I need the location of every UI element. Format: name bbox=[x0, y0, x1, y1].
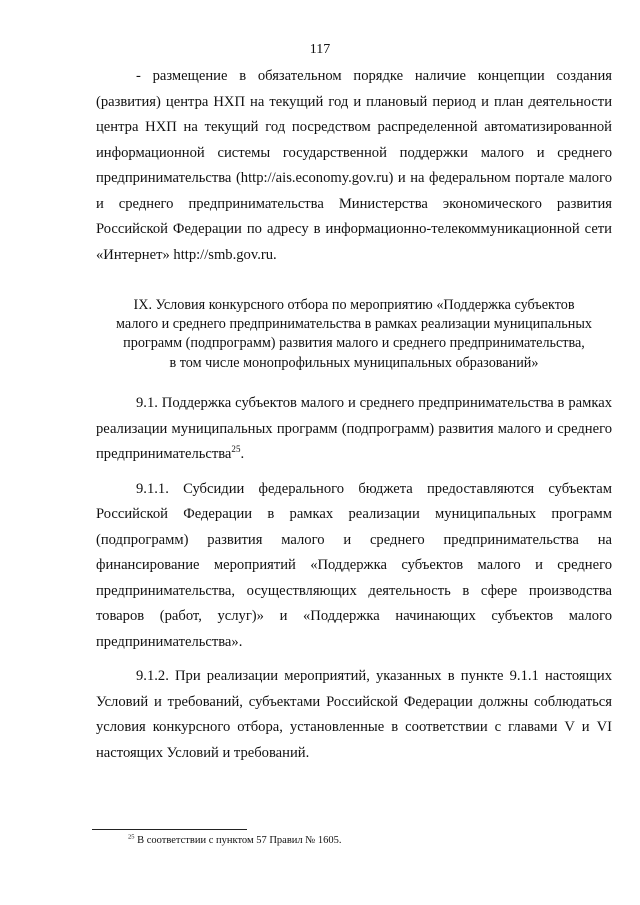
section-heading-line-4: в том числе монопрофильных муниципальных образований» bbox=[169, 354, 539, 371]
footnote-number: 25 bbox=[128, 833, 135, 841]
section-heading bbox=[96, 296, 612, 373]
footnote bbox=[128, 834, 342, 848]
intro-block bbox=[96, 64, 612, 268]
page-number: 117 bbox=[309, 42, 331, 57]
paragraph-9-1-2: 9.1.2. При реализации мероприятий, указанных в пункте 9.1.1 настоящих Условий и требований, субъектами Российской Федерации должны соблюдаться условия конкурсного отбора, установленные в соответствии с главами V и VI настоящих Условий и требований. bbox=[96, 668, 612, 761]
body-block bbox=[96, 391, 612, 766]
paragraph-9-1-text: 9.1. Поддержка субъектов малого и среднего предпринимательства в рамках реализации муниципальных программ (подпрограмм) развития малого и среднего предпринимательства bbox=[96, 395, 612, 462]
section-heading-line-2: малого и среднего предпринимательства в рамках реализации муниципальных bbox=[116, 316, 592, 333]
footnote-reference: 25 bbox=[231, 444, 241, 455]
paragraph-9-1-1: 9.1.1. Субсидии федерального бюджета предоставляются субъектам Российской Федерации в рамках реализации муниципальных программ (подпрограмм) развития малого и среднего предпринимательства на финансирование мероприятий «Поддержка субъектов малого и среднего предпринимательства, осуществляющих деятельность в сфере производства товаров (работ, услуг)» и «Поддержка начинающих субъектов малого предпринимательства». bbox=[96, 480, 612, 650]
paragraph-9-1 bbox=[96, 391, 612, 468]
footnote-text: В соответствии с пунктом 57 Правил № 1605. bbox=[134, 835, 342, 846]
section-heading-line-1: IX. Условия конкурсного отбора по мероприятию «Поддержка субъектов bbox=[133, 297, 575, 313]
paragraph-9-1-end: . bbox=[240, 446, 245, 462]
intro-paragraph: - размещение в обязательном порядке наличие концепции создания (развития) центра НХП на текущий год и плановый период и план деятельности центра НХП на текущий год посредством распределенной автоматизированной информационной системы государственной поддержки малого и среднего предпринимательства (http://ais.economy.gov.ru) и на федеральном портале малого и среднего предпринимательства Министерства экономического развития Российской Федерации по адресу в информационно-телекоммуникационной сети «Интернет» http://smb.gov.ru. bbox=[96, 68, 612, 263]
section-heading-line-3: программ (подпрограмм) развития малого и среднего предпринимательства, bbox=[123, 335, 585, 352]
footnote-divider bbox=[92, 829, 247, 830]
